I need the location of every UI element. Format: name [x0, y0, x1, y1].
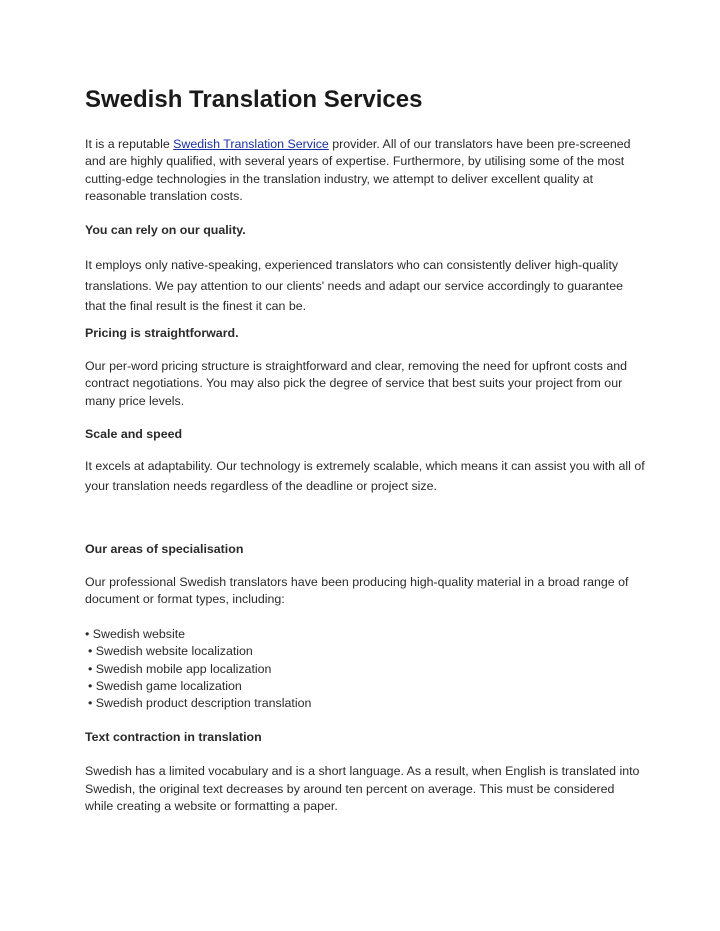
section-body-text-contraction: Swedish has a limited vocabulary and is a short language. As a result, when English is translated into Swedish, the original text decreases by around ten percent on average. This must be considered while creating a website or formatting a paper.	[85, 764, 640, 814]
swedish-translation-service-link[interactable]: Swedish Translation Service	[173, 137, 329, 151]
specialisation-list	[85, 626, 645, 713]
section-heading-text-contraction: Text contraction in translation	[85, 729, 262, 744]
page-title: Swedish Translation Services	[85, 86, 423, 113]
section-body-scale: It excels at adaptability. Our technology is extremely scalable, which means it can assist you with all of your translation needs regardless of the deadline or project size.	[85, 458, 645, 494]
intro-text-before-link: It is a reputable	[85, 137, 174, 151]
section-heading-scale: Scale and speed	[85, 427, 183, 442]
section-body-pricing: Our per-word pricing structure is straightforward and clear, removing the need for upfront costs and contract negotiations. You may also pick the degree of service that best suits your project from our many price levels.	[85, 358, 628, 408]
list-item: • Swedish game localization	[88, 679, 242, 693]
section-heading-specialisation: Our areas of specialisation	[85, 541, 244, 556]
list-item: • Swedish website localization	[88, 644, 253, 659]
document-content	[85, 84, 645, 815]
section-heading-quality: You can rely on our quality.	[85, 222, 246, 237]
list-item: • Swedish website	[85, 626, 186, 641]
section-body-quality: It employs only native-speaking, experienced translators who can consistently deliver high-quality translations. We pay attention to our clients' needs and adapt our service accordingly to guarantee that the final result is the finest it can be.	[85, 258, 624, 314]
section-heading-pricing: Pricing is straightforward.	[85, 325, 239, 340]
list-item: • Swedish product description translation	[88, 696, 312, 711]
list-item: • Swedish mobile app localization	[88, 661, 272, 676]
intro-text-after-link: provider. All of our translators have been pre-screened and are highly qualified, with several years of expertise. Furthermore, by utilising some of the most cutting-edge technologies in the translation industry, we attempt to deliver excellent quality at reasonable translation costs.	[85, 137, 631, 204]
intro-paragraph	[85, 136, 645, 206]
section-body-specialisation: Our professional Swedish translators have been producing high-quality material in a broad range of document or format types, including:	[85, 574, 629, 607]
